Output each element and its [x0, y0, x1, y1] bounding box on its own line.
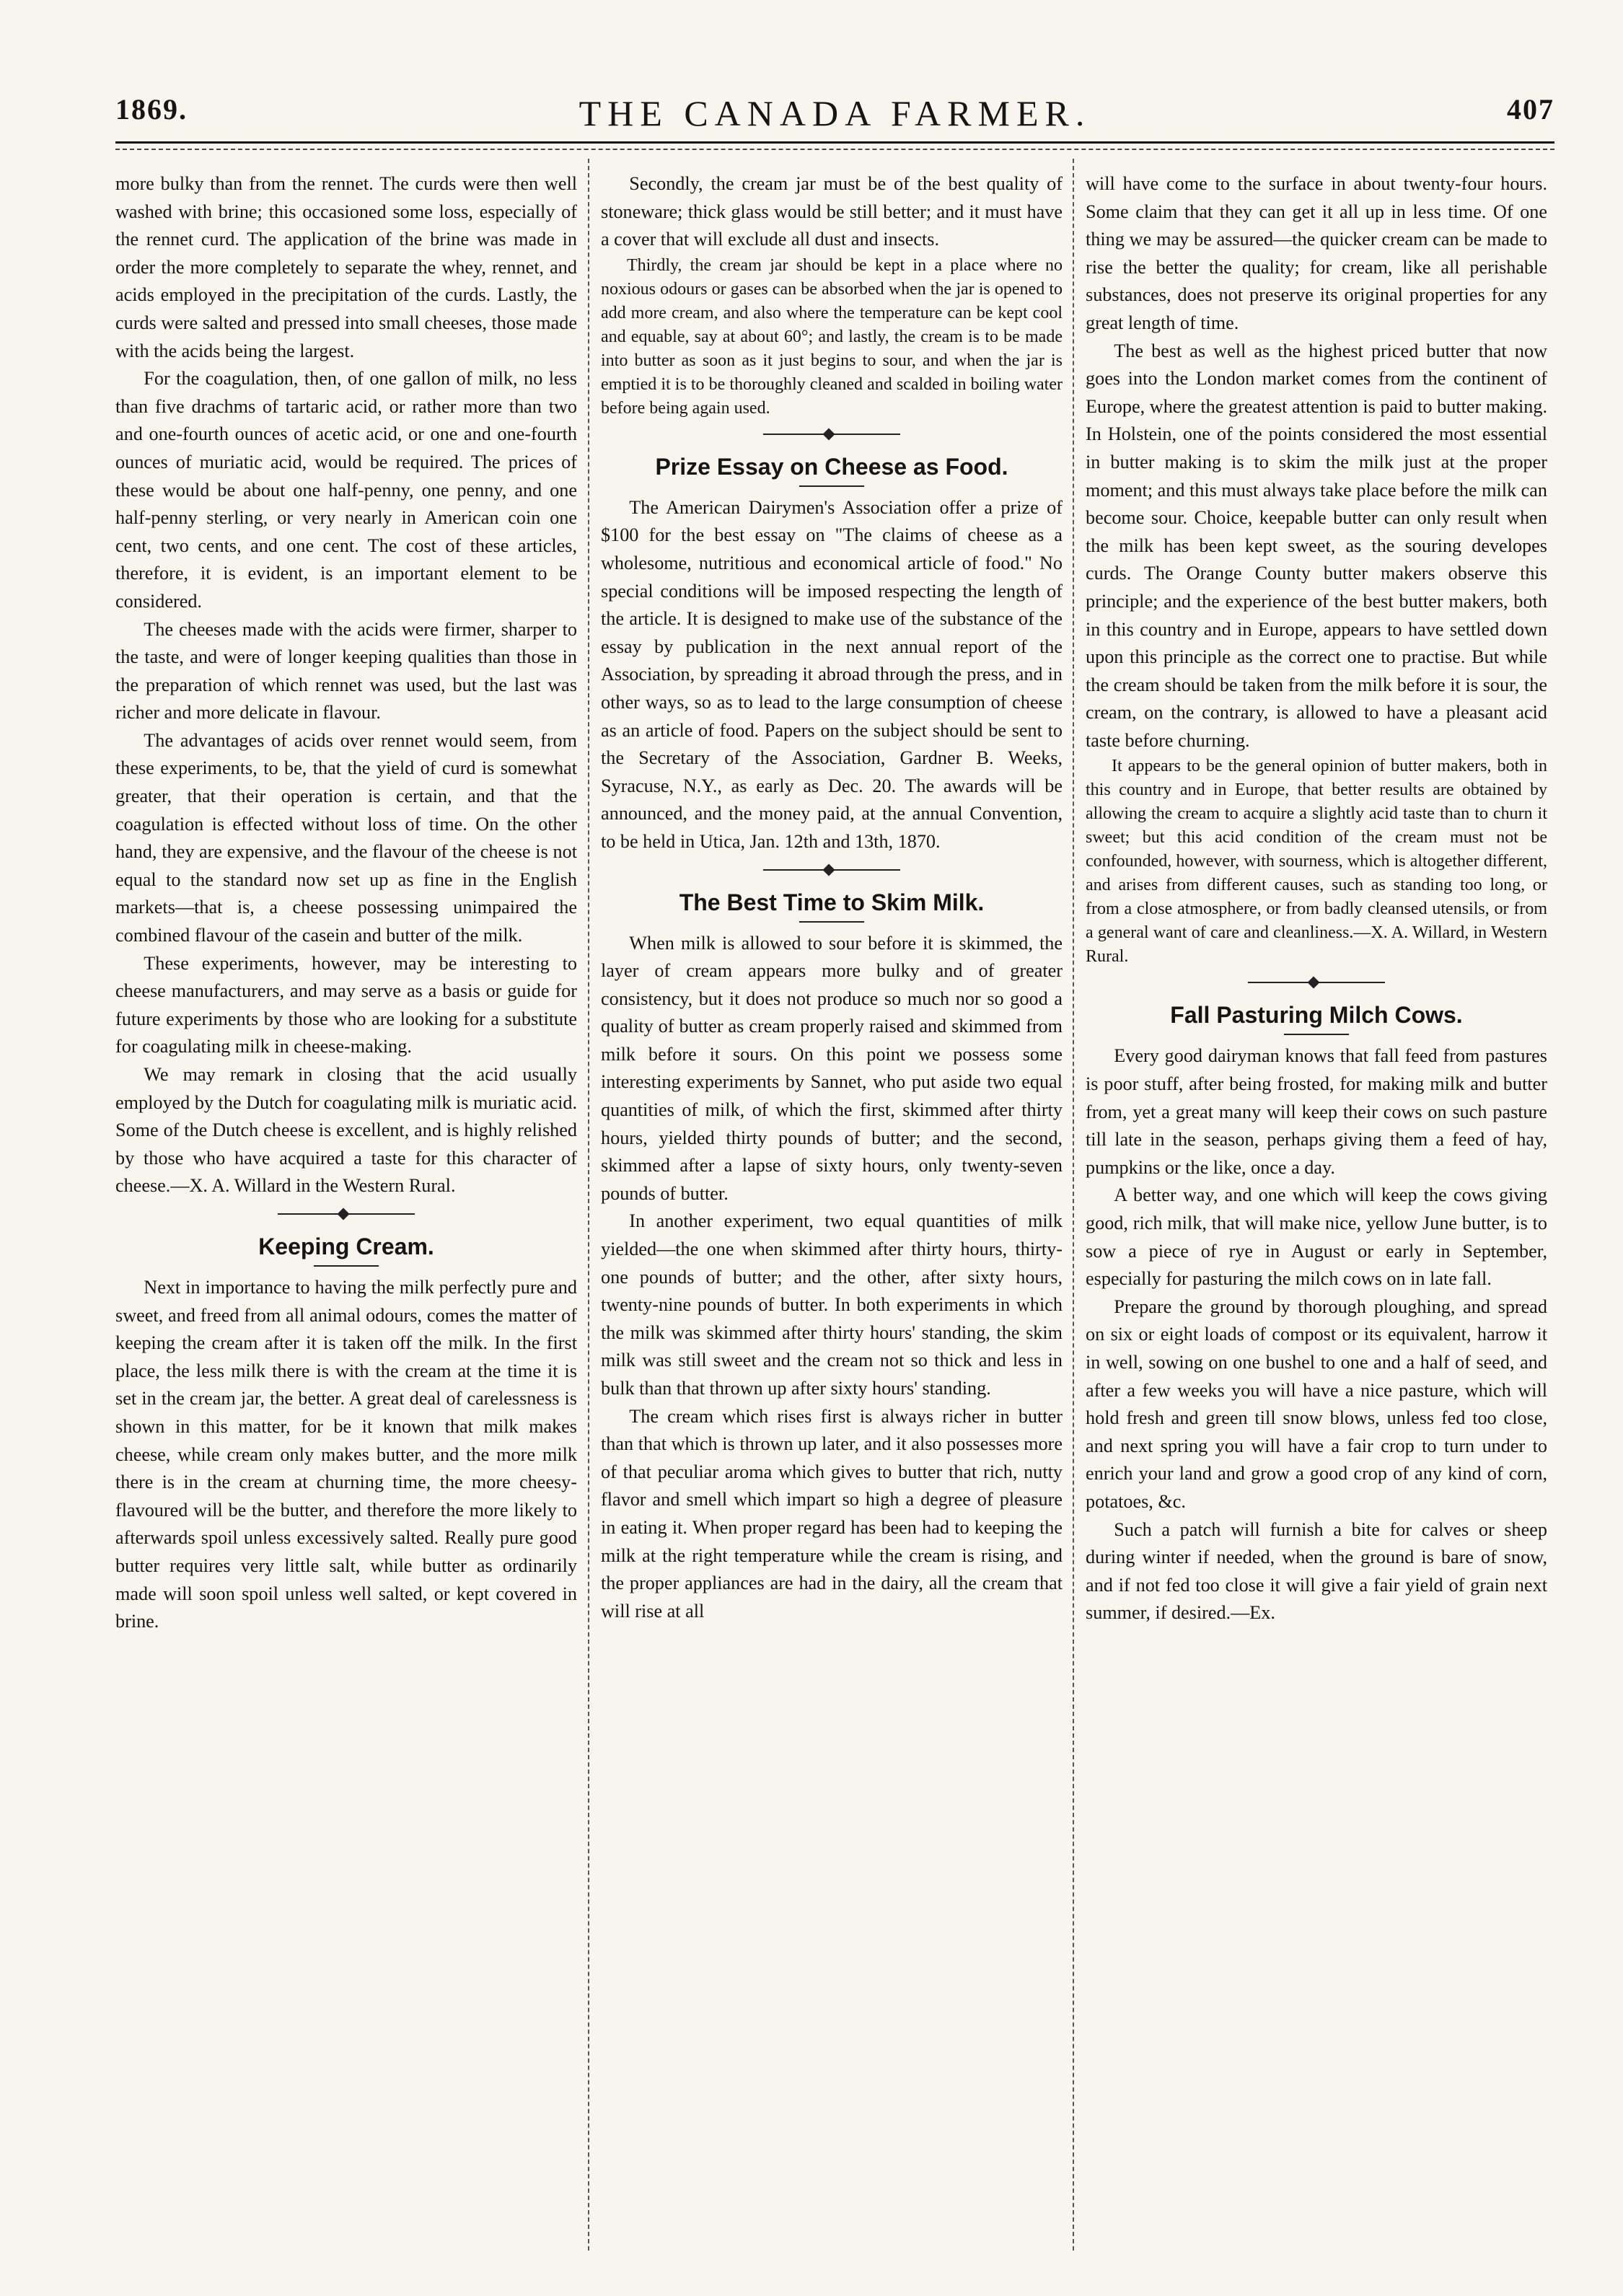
- paragraph: A better way, and one which will keep the cows giving good, rich milk, that will make nice, yellow June butter, is to sow a piece of rye in August or early in September, especially for pasturing the milch cows on in late fall.: [1086, 1184, 1547, 1290]
- year: 1869.: [115, 93, 188, 126]
- paragraph: Next in importance to having the milk perfectly pure and sweet, and freed from all animal odours, comes the matter of keeping the cream after it is taken off the milk. In the first place, the less milk there is with the cream at the time it is set in the cream jar, the better. A great deal of carelessness is shown in this matter, for be it known that milk makes cheese, while cream only makes butter, and the more milk there is in the cream at churning time, the more cheesy-flavoured will be the butter, and therefore the more likely to afterwards spoil unless excessively salted. Really pure good butter requires very little salt, while butter as ordinarily made will soon spoil unless well salted, or kept covered in brine.: [115, 1276, 577, 1632]
- paragraph: The cream which rises first is always richer in butter than that which is thrown up later, and it also possesses more of that peculiar aroma which gives to butter that rich, nutty flavor and smell which impart so high a degree of pleasure in eating it. When proper regard has been had to keeping the milk at the right temperature while the cream is rising, and the proper appliances are had in the dairy, all the cream that will rise at all: [601, 1405, 1063, 1622]
- publication-title: THE CANADA FARMER.: [579, 93, 1091, 133]
- column-3: [1086, 170, 1547, 2262]
- paragraph: Every good dairyman knows that fall feed from pastures is poor stuff, after being frosted, for making milk and butter from, yet a great many will keep their cows on such pasture till late in the season, perhaps giving them a feed of hay, pumpkins or the like, once a day.: [1086, 1045, 1547, 1178]
- section-ornament: [115, 1203, 577, 1225]
- page-number: 407: [1507, 93, 1554, 126]
- paragraph: We may remark in closing that the acid usually employed by the Dutch for coagulating milk is muriatic acid. Some of the Dutch cheese is excellent, and is highly relished by those who have acquired a taste for this character of cheese.—X. A. Willard in the Western Rural.: [115, 1064, 577, 1197]
- section-ornament: [1086, 972, 1547, 993]
- paragraph: Such a patch will furnish a bite for calves or sheep during winter if needed, when the ground is bare of snow, and if not fed too close it will give a fair yield of grain next summer, if desired.—Ex.: [1086, 1518, 1547, 1624]
- paragraph: Thirdly, the cream jar should be kept in a place where no noxious odours or gases can be absorbed when the jar is opened to add more cream, and also where the temperature can be kept cool and equable, say at about 60°; and lastly, the cream is to be made into butter as soon as it just begins to sour, and when the jar is emptied it is to be thoroughly cleaned and scalded in boiling water before being again used.: [601, 255, 1063, 418]
- paragraph: The American Dairymen's Association offer a prize of $100 for the best essay on "The claims of cheese as a wholesome, nutritious and economical article of food." No special conditions will be imposed respecting the length of the article. It is designed to make use of the substance of the essay by publication in the next annual report of the Association, by spreading it abroad through the press, and in other ways, so as to lead to the large consumption of cheese as an article of food. Papers on the subject should be sent to the Secretary of the Association, Gardner B. Weeks, Syracuse, N.Y., as early as Dec. 20. The awards will be announced, and the money paid, at the annual Convention, to be held in Utica, Jan. 12th and 13th, 1870.: [601, 496, 1063, 852]
- paragraph: Prepare the ground by thorough ploughing, and spread on six or eight loads of compost or its equivalent, harrow it in well, sowing on one bushel to one and a half of seed, and after a few weeks you will have a nice pasture, which will hold fresh and green till snow blows, unless fed too close, and next spring you will have a fair crop to turn under to enrich your land and grow a good crop of any kind of corn, potatoes, &c.: [1086, 1296, 1547, 1512]
- article-heading: Fall Pasturing Milch Cows.: [1086, 1000, 1547, 1035]
- section-ornament: [601, 859, 1063, 881]
- paragraph: will have come to the surface in about twenty-four hours. Some claim that they can get it all up in less time. Of one thing we may be assured—the quicker cream can be made to rise the better the quality; for cream, like all perishable substances, does not preserve its original properties for any great length of time.: [1086, 173, 1547, 333]
- column-2: [601, 170, 1063, 2262]
- paragraph: The best as well as the highest priced butter that now goes into the London market comes from the continent of Europe, where the greatest attention is paid to butter making. In Holstein, one of the points considered the most essential in butter making is to skim the milk just at the proper moment; and this must always take place before the milk can become sour. Choice, keepable butter can only result when the milk has been kept sweet, as the souring developes curds. The Orange County butter makers observe this principle; and the experience of the best butter makers, both in this country and in Europe, appears to have settled down upon this principle as the correct one to practise. But while the cream should be taken from the milk before it is sour, the cream, on the contrary, is allowed to have a pleasant acid taste before churning.: [1086, 340, 1547, 751]
- column-divider: [1073, 159, 1074, 2251]
- column-divider: [588, 159, 589, 2251]
- paragraph: It appears to be the general opinion of butter makers, both in this country and in Europe, that better results are obtained by allowing the cream to acquire a slightly acid taste than to churn it sweet; but this acid condition of the cream must not be confounded, however, with sourness, which is altogether different, and arises from different causes, such as standing too long, or from a close atmosphere, or from badly cleansed utensils, or from a general want of care and cleanliness.—X. A. Willard, in Western Rural.: [1086, 757, 1547, 967]
- paragraph: The cheeses made with the acids were firmer, sharper to the taste, and were of longer keeping qualities than those in the preparation of which rennet was used, but the last was richer and more delicate in flavour.: [115, 618, 577, 723]
- paragraph: These experiments, however, may be interesting to cheese manufacturers, and may serve as a basis or guide for future experiments by those who are looking for a substitute for coagulating milk in cheese-making.: [115, 952, 577, 1057]
- paragraph: In another experiment, two equal quantities of milk yielded—the one when skimmed after thirty hours, thirty-one pounds of butter; and the other, after sixty hours, twenty-nine pounds of butter. In both experiments in which the milk was skimmed after thirty hours' standing, the skim milk was still sweet and the cream not so thick and less in bulk than that thrown up after sixty hours' standing.: [601, 1210, 1063, 1399]
- paragraph: more bulky than from the rennet. The curds were then well washed with brine; this occasioned some loss, especially of the rennet curd. The application of the brine was made in order the more completely to separate the whey, rennet, and acids employed in the precipitation of the curds. Lastly, the curds were salted and pressed into small cheeses, those made with the acids being the largest.: [115, 173, 577, 361]
- paragraph: Secondly, the cream jar must be of the best quality of stoneware; thick glass would be still better; and it must have a cover that will exclude all dust and insects.: [601, 173, 1063, 250]
- paragraph: For the coagulation, then, of one gallon of milk, no less than five drachms of tartaric acid, or rather more than two and one-fourth ounces of acetic acid, or one and one-fourth ounces of muriatic acid, would be required. The prices of these would be about one half-penny, one penny, and one half-penny sterling, or very nearly in American coin one cent, two cents, and one cent. The cost of these articles, therefore, it is evident, is an important element to be considered.: [115, 368, 577, 612]
- section-ornament: [601, 423, 1063, 445]
- paragraph: When milk is allowed to sour before it is skimmed, the layer of cream appears more bulky and of greater consistency, but it does not produce so much nor so good a quality of butter as cream properly raised and skimmed from milk before it sours. On this point we possess some interesting experiments by Sannet, who put aside two equal quantities of milk, of which the first, skimmed after thirty hours, yielded thirty pounds of butter; and the second, skimmed after a lapse of sixty hours, only twenty-seven pounds of butter.: [601, 932, 1063, 1204]
- article-heading: Prize Essay on Cheese as Food.: [601, 452, 1063, 487]
- masthead: [115, 92, 1554, 136]
- paragraph: The advantages of acids over rennet would seem, from these experiments, to be, that the yield of curd is somewhat greater, that their operation is certain, and that the coagulation is effected without loss of time. On the other hand, they are expensive, and the flavour of the cheese is not equal to the standard now set up as fine in the English markets—that is, a cheese possessing unimpaired the combined flavour of the casein and butter of the milk.: [115, 729, 577, 946]
- column-1: [115, 170, 577, 2262]
- article-heading: The Best Time to Skim Milk.: [601, 888, 1063, 923]
- header-rule: [115, 141, 1554, 150]
- article-heading: Keeping Cream.: [115, 1232, 577, 1267]
